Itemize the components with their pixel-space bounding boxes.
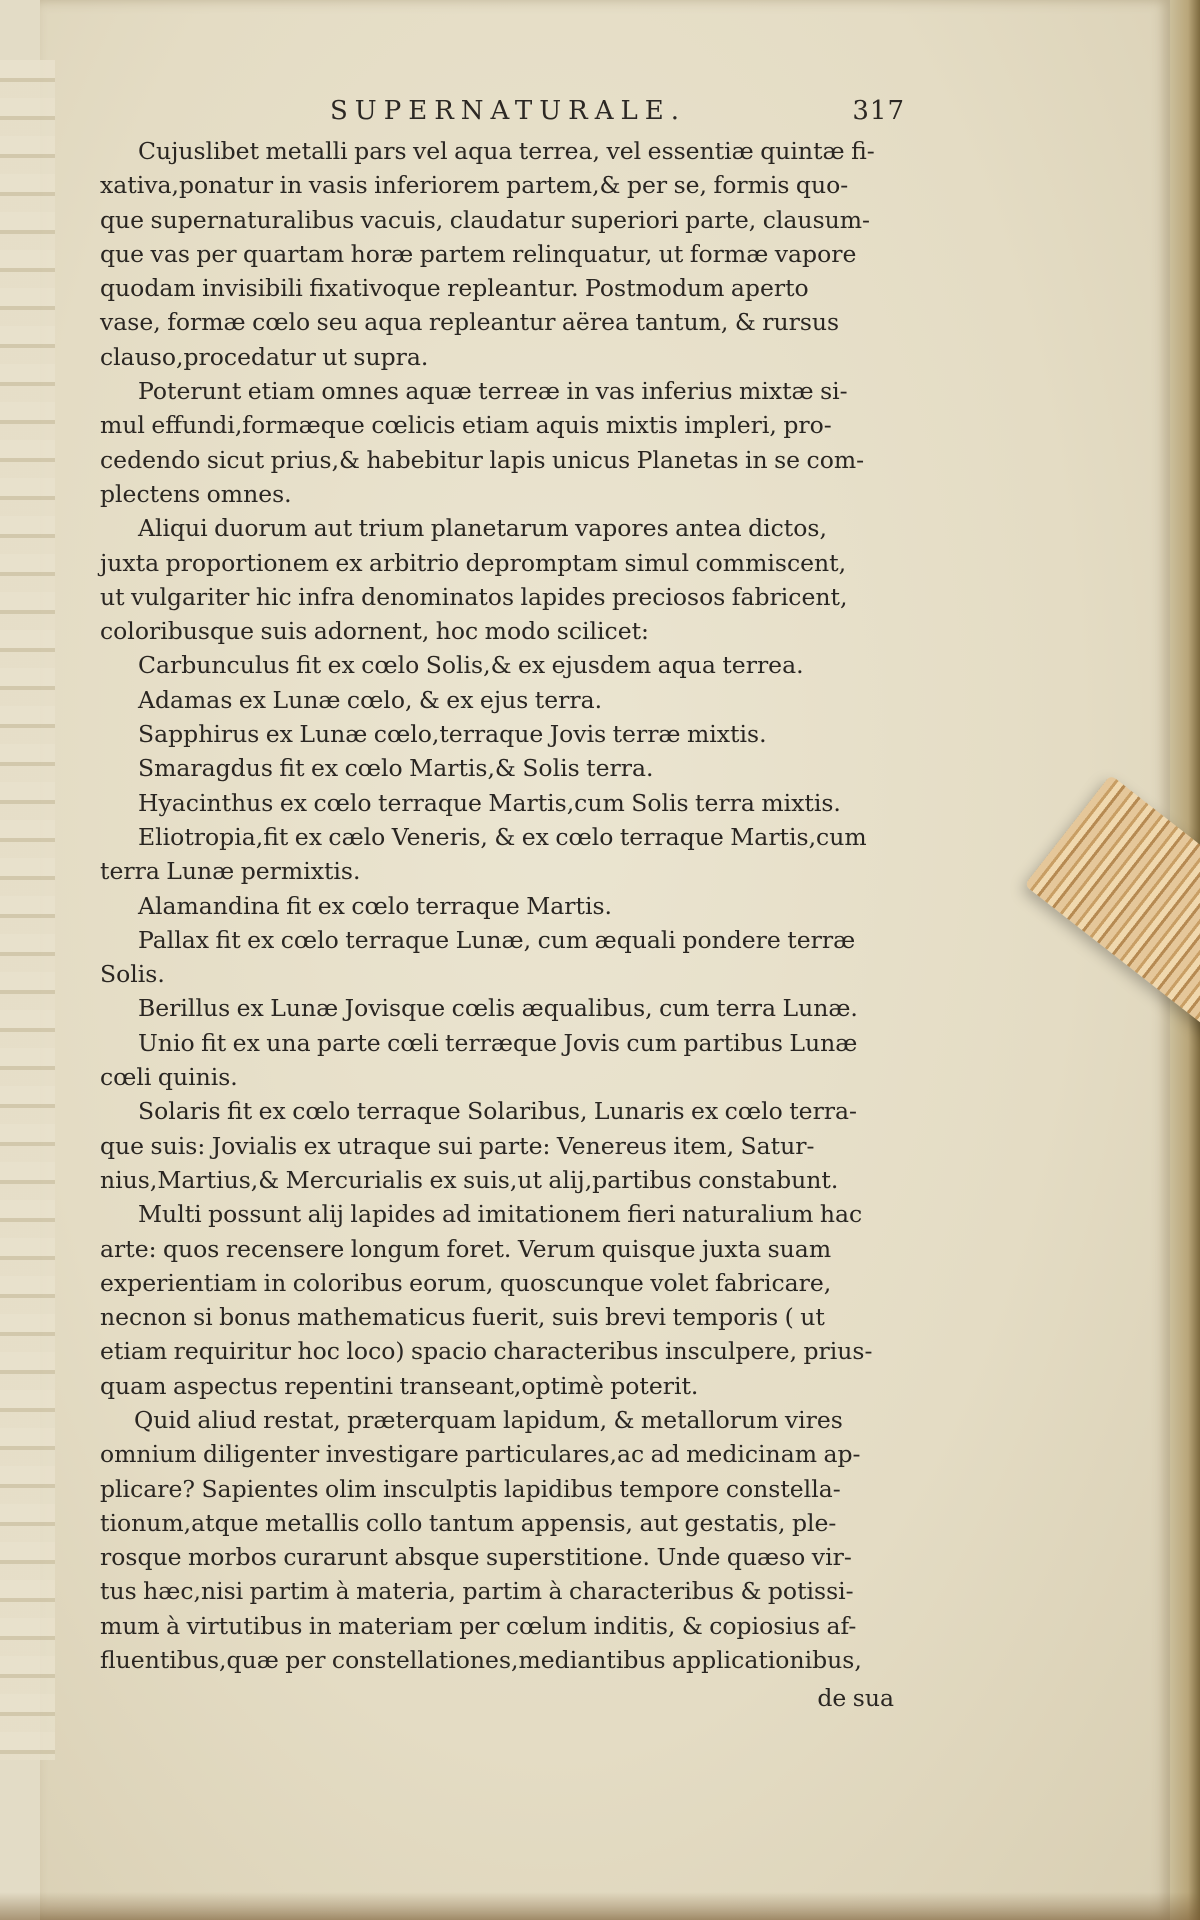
text-line: terra Lunæ permixtis.	[100, 857, 361, 886]
text-line: Berillus ex Lunæ Jovisque cœlis æqualibus, cum terra Lunæ.	[138, 994, 858, 1023]
text-line: plectens omnes.	[100, 479, 292, 508]
text-line: quam aspectus repentini transeant,optimè poterit.	[100, 1371, 699, 1400]
text-line: que vas per quartam horæ partem relinquatur, ut formæ vapore	[100, 239, 857, 268]
page-header	[330, 96, 905, 136]
text-line: Alamandina fit ex cœlo terraque Martis.	[138, 891, 613, 920]
running-head: SUPERNATURALE.	[330, 96, 686, 126]
text-line: Eliotropia,fit ex cælo Veneris, & ex cœlo terraque Martis,cum	[138, 822, 867, 851]
text-line: tionum,atque metallis collo tantum appensis, aut gestatis, ple-	[100, 1508, 837, 1537]
text-line: omnium diligenter investigare particulares,ac ad medicinam ap-	[100, 1440, 861, 1469]
text-line: clauso,procedatur ut supra.	[100, 342, 429, 371]
text-line: Aliqui duorum aut trium planetarum vapores antea dictos,	[138, 514, 827, 543]
page-bottom-shadow	[0, 1892, 1200, 1920]
text-line: juxta proportionem ex arbitrio depromptam simul commiscent,	[100, 548, 847, 577]
facing-page-edge	[0, 60, 55, 1760]
text-line: cœli quinis.	[100, 1063, 238, 1092]
text-line: vase, formæ cœlo seu aqua repleantur aërea tantum, & rursus	[100, 308, 840, 337]
text-line: Pallax fit ex cœlo terraque Lunæ, cum æquali pondere terræ	[138, 925, 856, 954]
text-line: Hyacinthus ex cœlo terraque Martis,cum Solis terra mixtis.	[138, 788, 841, 817]
text-line: xativa,ponatur in vasis inferiorem partem,& per se, formis quo-	[100, 171, 849, 200]
text-line: Adamas ex Lunæ cœlo, & ex ejus terra.	[138, 685, 603, 714]
text-line: tus hæc,nisi partim à materia, partim à characteribus & potissi-	[100, 1577, 854, 1606]
text-line: Carbunculus fit ex cœlo Solis,& ex ejusdem aqua terrea.	[138, 651, 804, 680]
text-line: nius,Martius,& Mercurialis ex suis,ut alij,partibus constabunt.	[100, 1165, 839, 1194]
text-line: Solis.	[100, 960, 165, 989]
text-line: Cujuslibet metalli pars vel aqua terrea, vel essentiæ quintæ fi-	[138, 137, 875, 165]
text-line: Solaris fit ex cœlo terraque Solaribus, Lunaris ex cœlo terra-	[138, 1097, 857, 1126]
text-line: Poterunt etiam omnes aquæ terreæ in vas inferius mixtæ si-	[138, 377, 848, 406]
text-line: coloribusque suis adornent, hoc modo scilicet:	[100, 617, 649, 646]
text-line: fluentibus,quæ per constellationes,mediantibus applicationibus,	[100, 1646, 862, 1675]
text-line: ut vulgariter hic infra denominatos lapides preciosos fabricent,	[100, 582, 848, 611]
text-line: mul effundi,formæque cœlicis etiam aquis mixtis impleri, pro-	[100, 411, 832, 440]
text-line: cedendo sicut prius,& habebitur lapis unicus Planetas in se com-	[100, 445, 865, 474]
text-line: mum à virtutibus in materiam per cœlum inditis, & copiosius af-	[100, 1611, 857, 1640]
text-line: Quid aliud restat, præterquam lapidum, & metallorum vires	[134, 1405, 843, 1434]
text-line: etiam requiritur hoc loco) spacio characteribus insculpere, prius-	[100, 1337, 873, 1366]
text-line: Multi possunt alij lapides ad imitationem fieri naturalium hac	[138, 1200, 863, 1229]
text-line: necnon si bonus mathematicus fuerit, suis brevi temporis ( ut	[100, 1303, 825, 1332]
text-line: que supernaturalibus vacuis, claudatur superiori parte, clausum-	[100, 205, 870, 234]
text-line: Smaragdus fit ex cœlo Martis,& Solis terra.	[138, 754, 654, 783]
text-line: rosque morbos curarunt absque superstitione. Unde quæso vir-	[100, 1543, 852, 1572]
text-line: experientiam in coloribus eorum, quoscunque volet fabricare,	[100, 1268, 832, 1297]
text-line: quodam invisibili fixativoque repleantur. Postmodum aperto	[100, 274, 809, 303]
page-number: 317	[852, 96, 905, 126]
catchword: de sua	[817, 1684, 894, 1713]
text-line: arte: quos recensere longum foret. Verum quisque juxta suam	[100, 1234, 832, 1263]
body-text	[100, 134, 912, 1716]
text-line: que suis: Jovialis ex utraque sui parte: Venereus item, Satur-	[100, 1131, 815, 1160]
text-line: Sapphirus ex Lunæ cœlo,terraque Jovis terræ mixtis.	[138, 720, 767, 749]
text-line: Unio fit ex una parte cœli terræque Jovis cum partibus Lunæ	[138, 1028, 858, 1057]
text-line: plicare? Sapientes olim insculptis lapidibus tempore constella-	[100, 1474, 841, 1503]
